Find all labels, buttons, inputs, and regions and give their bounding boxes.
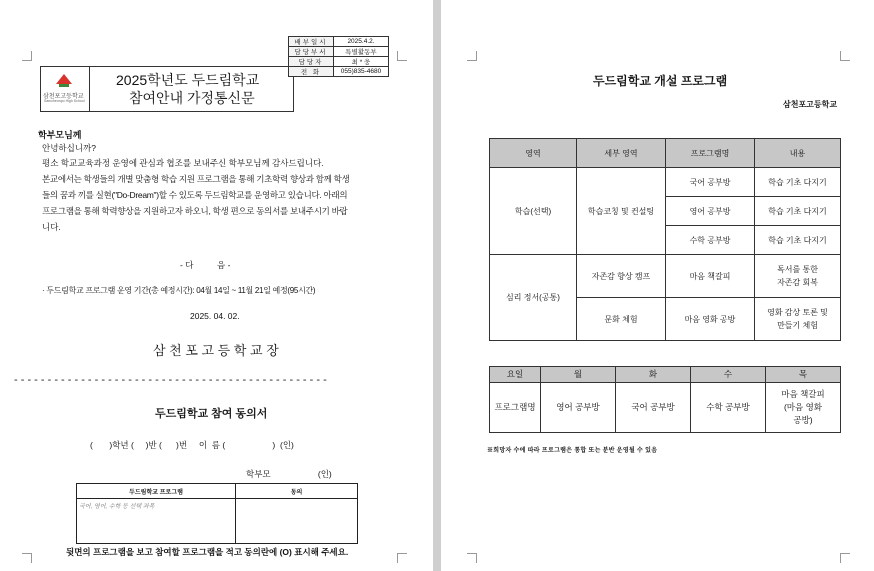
cut-line: - - - - - - - - - - - - - - - - - - - - - - - - - - - - - - - - - - - - - - - - - - - - - - -: [14, 374, 327, 386]
newsletter-title-line1: 2025학년도 두드림학교: [116, 72, 260, 88]
body-paragraph-line: 들의 꿈과 끼를 실현("Do-Dream")할 수 있도록 두드림학교를 운영하고 있습니다. 아래의: [42, 190, 348, 200]
info-row: [289, 67, 389, 77]
body-paragraph-line: 본교에서는 학생들의 개별 맞춤형 학습 지원 프로그램을 통해 기초학력 향상과 함께 학생: [42, 174, 350, 184]
document-page-2: [441, 0, 874, 571]
schedule-row-label: 프로그램명: [490, 383, 541, 433]
consent-table: [76, 483, 358, 544]
schedule-note: ※희망자 수에 따라 프로그램은 통합 또는 분반 운영될 수 있음: [487, 448, 658, 454]
program-name-cell: 마음 책갈피: [666, 255, 755, 298]
program-table: [489, 138, 841, 341]
principal-signature: 삼 천 포 고 등 학 교 장: [153, 343, 279, 358]
program-content-cell: [755, 298, 841, 341]
program-content-cell: 학습 기초 다지기: [755, 168, 841, 197]
info-label: 담당자: [289, 57, 334, 67]
document-page-1: [0, 0, 433, 571]
schedule-line: 공방): [793, 415, 813, 425]
consent-student-line: ( )학년 ( )반 ( )번 이 름 ( ) (인): [90, 440, 294, 450]
school-logo-text: 삼천포고등학교: [43, 94, 84, 100]
newsletter-info-table: [288, 36, 389, 77]
area-cell: 학습(선택): [490, 168, 577, 255]
school-logo-subtext: Samcheonpo High School: [44, 99, 85, 103]
consent-parent-line: 학부모 (인): [246, 469, 332, 479]
header-area: 영역: [490, 139, 577, 168]
day-header: 화: [616, 367, 691, 383]
weekly-schedule-table: [489, 366, 841, 433]
info-value: 2025.4.2.: [334, 37, 389, 47]
school-logo: [41, 67, 90, 111]
body-paragraph: 안녕하십니까?: [42, 143, 96, 153]
program-page-title: 두드림학교 개설 프로그램: [593, 74, 728, 88]
day-header: 목: [766, 367, 841, 383]
page-corner-mark: [22, 553, 32, 563]
consent-agree-input[interactable]: [236, 499, 358, 544]
issue-date: 2025. 04. 02.: [190, 311, 240, 321]
school-emblem-icon: [56, 74, 72, 88]
operation-period: · 두드림학교 프로그램 운영 기간(총 예정시간): 04월 14일 ~ 11월 21일 예정(95시간): [42, 286, 316, 295]
consent-col-program: 두드림학교 프로그램: [77, 484, 236, 499]
header-program-name: 프로그램명: [666, 139, 755, 168]
day-header: 수: [691, 367, 766, 383]
schedule-row: [490, 383, 841, 433]
consent-footer-instruction: 뒷면의 프로그램을 보고 참여할 프로그램을 적고 동의란에 (O) 표시해 주세요.: [66, 547, 349, 557]
header-sub-area: 세부 영역: [577, 139, 666, 168]
page-corner-mark: [397, 51, 407, 61]
page-corner-mark: [467, 51, 477, 61]
day-header: 월: [541, 367, 616, 383]
program-content-cell: 학습 기초 다지기: [755, 197, 841, 226]
consent-program-input[interactable]: [77, 499, 236, 544]
consent-col-agree: 동의: [236, 484, 358, 499]
page-corner-mark: [840, 51, 850, 61]
program-content-cell: [755, 255, 841, 298]
program-row: [490, 255, 841, 298]
content-line: 독서를 통한: [777, 265, 818, 274]
day-header: 요일: [490, 367, 541, 383]
program-name-cell: 영어 공부방: [666, 197, 755, 226]
content-line: 만들기 체험: [777, 321, 818, 330]
area-cell: 심리 정서(공통): [490, 255, 577, 341]
consent-table-header: [77, 484, 358, 499]
body-paragraph: 평소 학교교육과정 운영에 관심과 협조를 보내주신 학부모님께 감사드립니다.: [42, 158, 324, 168]
schedule-cell: [766, 383, 841, 433]
schedule-cell: 수학 공부방: [691, 383, 766, 433]
sub-area-cell: 문화 체험: [577, 298, 666, 341]
header-content: 내용: [755, 139, 841, 168]
page-corner-mark: [397, 553, 407, 563]
info-value: 055)835-4680: [334, 67, 389, 77]
content-line: 영화 감상 토론 및: [767, 308, 828, 317]
program-name-cell: 마음 영화 공방: [666, 298, 755, 341]
newsletter-header-box: [40, 66, 294, 112]
consent-title: 두드림학교 참여 동의서: [155, 408, 268, 420]
school-name: 삼천포고등학교: [783, 100, 838, 109]
consent-program-hint: 국어, 영어, 수학 등 선택 과목: [79, 504, 155, 510]
page-corner-mark: [22, 51, 32, 61]
section-heading: - 다 음 -: [180, 260, 231, 270]
info-row: [289, 37, 389, 47]
content-line: 자존감 회복: [777, 278, 818, 287]
info-value: 특별활동부: [334, 47, 389, 57]
info-label: 전 화: [289, 67, 334, 77]
program-name-cell: 국어 공부방: [666, 168, 755, 197]
schedule-cell: 국어 공부방: [616, 383, 691, 433]
schedule-line: (마음 영화: [783, 402, 823, 412]
program-row: [490, 168, 841, 197]
sub-area-cell: 자존감 향상 캠프: [577, 255, 666, 298]
greeting: 학부모님께: [38, 130, 82, 140]
info-row: [289, 47, 389, 57]
info-label: 배부일시: [289, 37, 334, 47]
info-label: 담당부서: [289, 47, 334, 57]
schedule-line: 마음 책갈피: [781, 389, 825, 399]
consent-table-row: [77, 499, 358, 544]
newsletter-title-line2: 참여안내 가정통신문: [129, 90, 255, 106]
program-name-cell: 수학 공부방: [666, 226, 755, 255]
body-paragraph-line: 프로그램을 통해 학력향상을 지원하고자 하오니, 학생 편으로 동의서를 보내주시기 바랍: [42, 206, 348, 216]
page-gap: [433, 0, 441, 571]
info-row: [289, 57, 389, 67]
page-corner-mark: [467, 553, 477, 563]
info-value: 최 * 웅: [334, 57, 389, 67]
sub-area-cell: 학습코칭 및 컨설팅: [577, 168, 666, 255]
body-paragraph-line: 니다.: [42, 222, 61, 232]
program-content-cell: 학습 기초 다지기: [755, 226, 841, 255]
schedule-cell: 영어 공부방: [541, 383, 616, 433]
page-corner-mark: [840, 553, 850, 563]
program-table-header: [490, 139, 841, 168]
schedule-header: [490, 367, 841, 383]
